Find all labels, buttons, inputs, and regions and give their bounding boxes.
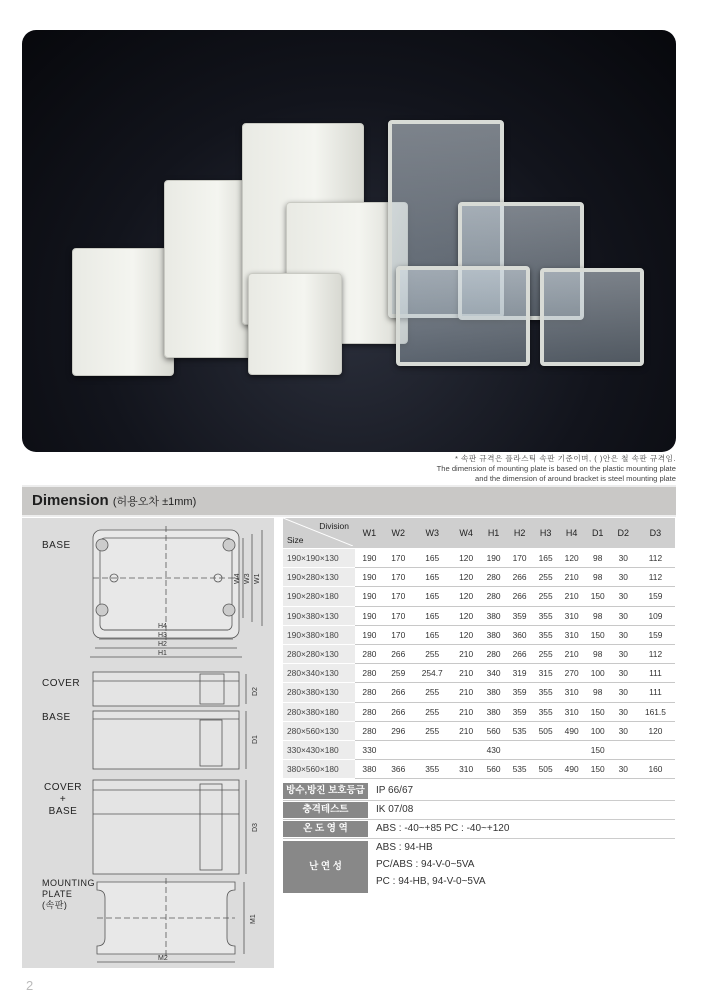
size-cell: 190×380×130: [283, 606, 355, 625]
h3-label: H3: [158, 632, 167, 639]
value-cell: 112: [636, 644, 675, 663]
size-cell: 190×280×180: [283, 587, 355, 606]
table-row: [283, 683, 675, 702]
value-cell: 380: [481, 625, 507, 644]
value-cell: 535: [507, 721, 533, 740]
value-cell: 319: [507, 664, 533, 683]
value-cell: 315: [533, 664, 559, 683]
value-cell: 165: [413, 568, 452, 587]
value-cell: 310: [559, 683, 585, 702]
value-cell: 310: [559, 702, 585, 721]
dimension-table: [283, 518, 675, 779]
value-cell: 359: [507, 606, 533, 625]
note-english-line1: The dimension of mounting plate is based on the plastic mounting plate: [436, 464, 676, 473]
value-cell: 30: [611, 587, 636, 606]
table-row: [283, 760, 675, 779]
cover-side-outline: [93, 672, 239, 706]
value-cell: 112: [636, 568, 675, 587]
value-cell: 266: [507, 644, 533, 663]
value-cell: 190: [355, 568, 384, 587]
value-cell: 165: [413, 606, 452, 625]
value-cell: 490: [559, 721, 585, 740]
product-photo: [22, 30, 676, 452]
label-mounting-plate: [42, 878, 95, 911]
value-cell: 165: [533, 549, 559, 568]
value-cell: 30: [611, 644, 636, 663]
value-cell: 360: [507, 625, 533, 644]
size-cell: 280×560×130: [283, 721, 355, 740]
d2-label: D2: [252, 687, 259, 696]
value-cell: 170: [384, 587, 413, 606]
value-cell: 120: [452, 568, 481, 587]
value-cell: 355: [533, 625, 559, 644]
property-label: 온 도 영 역: [283, 821, 368, 837]
value-cell: 120: [452, 625, 481, 644]
m1-label: M1: [250, 914, 257, 924]
assembled-side-outline: [93, 780, 239, 874]
col-header: H4: [559, 518, 585, 549]
col-header: D2: [611, 518, 636, 549]
value-cell: 170: [384, 549, 413, 568]
size-cell: 380×560×180: [283, 760, 355, 779]
property-value: ABS : -40~+85 PC : -40~+120: [376, 823, 510, 834]
table-row: [283, 721, 675, 740]
value-cell: 359: [507, 702, 533, 721]
table-row: [283, 587, 675, 606]
value-cell: 280: [481, 568, 507, 587]
value-cell: 170: [384, 568, 413, 587]
col-header: W2: [384, 518, 413, 549]
value-cell: 150: [585, 740, 611, 759]
h1-label: H1: [158, 650, 167, 657]
col-header: H2: [507, 518, 533, 549]
col-header: H1: [481, 518, 507, 549]
property-value: PC/ABS : 94-V-0~5VA: [376, 859, 475, 870]
label-base-side: BASE: [42, 712, 71, 723]
label-plus-line: +: [59, 794, 67, 805]
value-cell: 120: [452, 606, 481, 625]
label-base: BASE: [42, 540, 71, 551]
value-cell: 310: [452, 760, 481, 779]
property-value: ABS : 94-HB: [376, 842, 433, 853]
value-cell: 255: [533, 587, 559, 606]
value-cell: 210: [559, 587, 585, 606]
value-cell: [611, 740, 636, 759]
note-korean: * 속판 규격은 플라스틱 속판 기준이며, ( )안은 철 속판 규격임.: [454, 454, 676, 463]
value-cell: 190: [355, 606, 384, 625]
value-cell: 505: [533, 721, 559, 740]
screw-hole-icon: [96, 539, 108, 551]
value-cell: 165: [413, 549, 452, 568]
value-cell: 254.7: [413, 664, 452, 683]
col-header: W1: [355, 518, 384, 549]
label-mounting-line: MOUNTING: [42, 878, 95, 888]
value-cell: 165: [413, 625, 452, 644]
value-cell: 255: [533, 644, 559, 663]
col-header: W3: [413, 518, 452, 549]
col-header: W4: [452, 518, 481, 549]
property-value: IP 66/67: [376, 785, 414, 796]
screw-hole-icon: [223, 539, 235, 551]
value-cell: 380: [481, 702, 507, 721]
value-cell: 170: [384, 606, 413, 625]
value-cell: 280: [355, 702, 384, 721]
value-cell: 355: [413, 760, 452, 779]
corner-header: [283, 518, 355, 549]
section-subtitle: (허용오차 ±1mm): [112, 496, 197, 508]
value-cell: 210: [559, 568, 585, 587]
size-cell: 190×380×180: [283, 625, 355, 644]
value-cell: 210: [559, 644, 585, 663]
col-header: D1: [585, 518, 611, 549]
size-cell: 190×280×130: [283, 568, 355, 587]
value-cell: 190: [481, 549, 507, 568]
d3-label: D3: [252, 823, 259, 832]
value-cell: 109: [636, 606, 675, 625]
note-english-line2: and the dimension of around bracket is steel mounting plate: [475, 474, 676, 483]
value-cell: 266: [384, 702, 413, 721]
size-cell: 190×190×130: [283, 549, 355, 568]
size-cell: 280×380×130: [283, 683, 355, 702]
enclosure-clear-front: [396, 266, 530, 366]
value-cell: 30: [611, 683, 636, 702]
property-impact: [283, 801, 675, 820]
value-cell: 430: [481, 740, 507, 759]
value-cell: 210: [452, 721, 481, 740]
value-cell: 266: [384, 683, 413, 702]
col-header: D3: [636, 518, 675, 549]
value-cell: 560: [481, 760, 507, 779]
value-cell: 280: [481, 587, 507, 606]
enclosure-small-white: [248, 273, 342, 375]
value-cell: 159: [636, 625, 675, 644]
value-cell: 159: [636, 587, 675, 606]
value-cell: 255: [413, 644, 452, 663]
w4-label: W4: [234, 573, 241, 584]
value-cell: 120: [636, 721, 675, 740]
value-cell: 30: [611, 606, 636, 625]
col-header: H3: [533, 518, 559, 549]
value-cell: 366: [384, 760, 413, 779]
section-title: [32, 492, 196, 509]
value-cell: [636, 740, 675, 759]
property-value: IK 07/08: [376, 804, 414, 815]
enclosure-clear-right: [540, 268, 644, 366]
enclosure-tall-left: [164, 180, 254, 358]
value-cell: 160: [636, 760, 675, 779]
value-cell: 98: [585, 683, 611, 702]
enclosure-long-low: [72, 248, 174, 376]
value-cell: 255: [413, 702, 452, 721]
value-cell: 30: [611, 549, 636, 568]
value-cell: 111: [636, 683, 675, 702]
screw-hole-icon: [223, 604, 235, 616]
value-cell: 120: [452, 549, 481, 568]
w3-label: W3: [244, 573, 251, 584]
size-cell: 330×430×180: [283, 740, 355, 759]
label-plate-line: PLATE: [42, 889, 73, 899]
value-cell: 280: [355, 721, 384, 740]
label-sokpan-line: (속판): [42, 900, 68, 910]
value-cell: 98: [585, 549, 611, 568]
value-cell: 100: [585, 721, 611, 740]
value-cell: 340: [481, 664, 507, 683]
h2-label: H2: [158, 641, 167, 648]
value-cell: 170: [384, 625, 413, 644]
division-label: Division: [319, 521, 349, 531]
value-cell: 310: [559, 625, 585, 644]
page-number: 2: [26, 978, 34, 993]
value-cell: 120: [559, 549, 585, 568]
value-cell: 30: [611, 568, 636, 587]
value-cell: 170: [507, 549, 533, 568]
value-cell: 112: [636, 549, 675, 568]
value-cell: 98: [585, 644, 611, 663]
table-row: [283, 549, 675, 568]
value-cell: 560: [481, 721, 507, 740]
value-cell: 259: [384, 664, 413, 683]
value-cell: 359: [507, 683, 533, 702]
value-cell: 150: [585, 760, 611, 779]
size-cell: 280×380×180: [283, 702, 355, 721]
table-header-row: [283, 518, 675, 549]
table-row: [283, 740, 675, 759]
mounting-plate-note: [437, 454, 676, 484]
value-cell: 210: [452, 683, 481, 702]
value-cell: 190: [355, 587, 384, 606]
value-cell: 190: [355, 625, 384, 644]
property-protection: [283, 782, 675, 801]
value-cell: 111: [636, 664, 675, 683]
size-cell: 280×280×130: [283, 644, 355, 663]
value-cell: 100: [585, 664, 611, 683]
property-label: 방수,방진 보호등급: [283, 783, 368, 799]
value-cell: 165: [413, 587, 452, 606]
value-cell: 266: [384, 644, 413, 663]
value-cell: 266: [507, 587, 533, 606]
value-cell: 270: [559, 664, 585, 683]
property-value: PC : 94-HB, 94-V-0~5VA: [376, 876, 486, 887]
dimension-header-bar: [22, 485, 676, 517]
label-cover-base: [42, 782, 84, 818]
value-cell: 30: [611, 664, 636, 683]
table-row: [283, 606, 675, 625]
value-cell: 255: [413, 683, 452, 702]
value-cell: 330: [355, 740, 384, 759]
value-cell: 255: [533, 568, 559, 587]
value-cell: 150: [585, 587, 611, 606]
h4-label: H4: [158, 623, 167, 630]
table-row: [283, 702, 675, 721]
property-temperature: [283, 820, 675, 839]
value-cell: 98: [585, 606, 611, 625]
value-cell: 535: [507, 760, 533, 779]
value-cell: 355: [533, 683, 559, 702]
label-cover: COVER: [42, 678, 81, 689]
w1-label: W1: [254, 573, 261, 584]
value-cell: 30: [611, 760, 636, 779]
value-cell: [559, 740, 585, 759]
value-cell: 280: [355, 664, 384, 683]
table-row: [283, 625, 675, 644]
value-cell: 296: [384, 721, 413, 740]
value-cell: 150: [585, 625, 611, 644]
property-label: 난 연 성: [283, 841, 368, 893]
value-cell: 30: [611, 702, 636, 721]
value-cell: 266: [507, 568, 533, 587]
value-cell: 150: [585, 702, 611, 721]
value-cell: 355: [533, 606, 559, 625]
value-cell: 190: [355, 549, 384, 568]
value-cell: 98: [585, 568, 611, 587]
d1-label: D1: [252, 735, 259, 744]
label-base-line: BASE: [48, 806, 78, 817]
value-cell: [507, 740, 533, 759]
property-flammability: [283, 839, 675, 896]
dimension-drawings-panel: [22, 518, 274, 968]
value-cell: [533, 740, 559, 759]
value-cell: 380: [481, 683, 507, 702]
value-cell: 280: [355, 683, 384, 702]
label-cover-line: COVER: [43, 782, 83, 793]
value-cell: 380: [481, 606, 507, 625]
value-cell: 505: [533, 760, 559, 779]
value-cell: 280: [481, 644, 507, 663]
value-cell: [413, 740, 452, 759]
value-cell: 255: [413, 721, 452, 740]
value-cell: [452, 740, 481, 759]
value-cell: 210: [452, 644, 481, 663]
value-cell: 490: [559, 760, 585, 779]
value-cell: 355: [533, 702, 559, 721]
value-cell: 380: [355, 760, 384, 779]
table-row: [283, 568, 675, 587]
value-cell: 280: [355, 644, 384, 663]
size-label: Size: [287, 535, 304, 545]
value-cell: 120: [452, 587, 481, 606]
table-row: [283, 664, 675, 683]
section-title-text: Dimension: [32, 492, 109, 509]
property-label: 충격테스트: [283, 802, 368, 818]
value-cell: 161.5: [636, 702, 675, 721]
value-cell: 30: [611, 721, 636, 740]
m2-label: M2: [158, 955, 168, 962]
value-cell: 210: [452, 702, 481, 721]
table-row: [283, 644, 675, 663]
size-cell: 280×340×130: [283, 664, 355, 683]
value-cell: 210: [452, 664, 481, 683]
value-cell: 30: [611, 625, 636, 644]
value-cell: 310: [559, 606, 585, 625]
screw-hole-icon: [96, 604, 108, 616]
value-cell: [384, 740, 413, 759]
